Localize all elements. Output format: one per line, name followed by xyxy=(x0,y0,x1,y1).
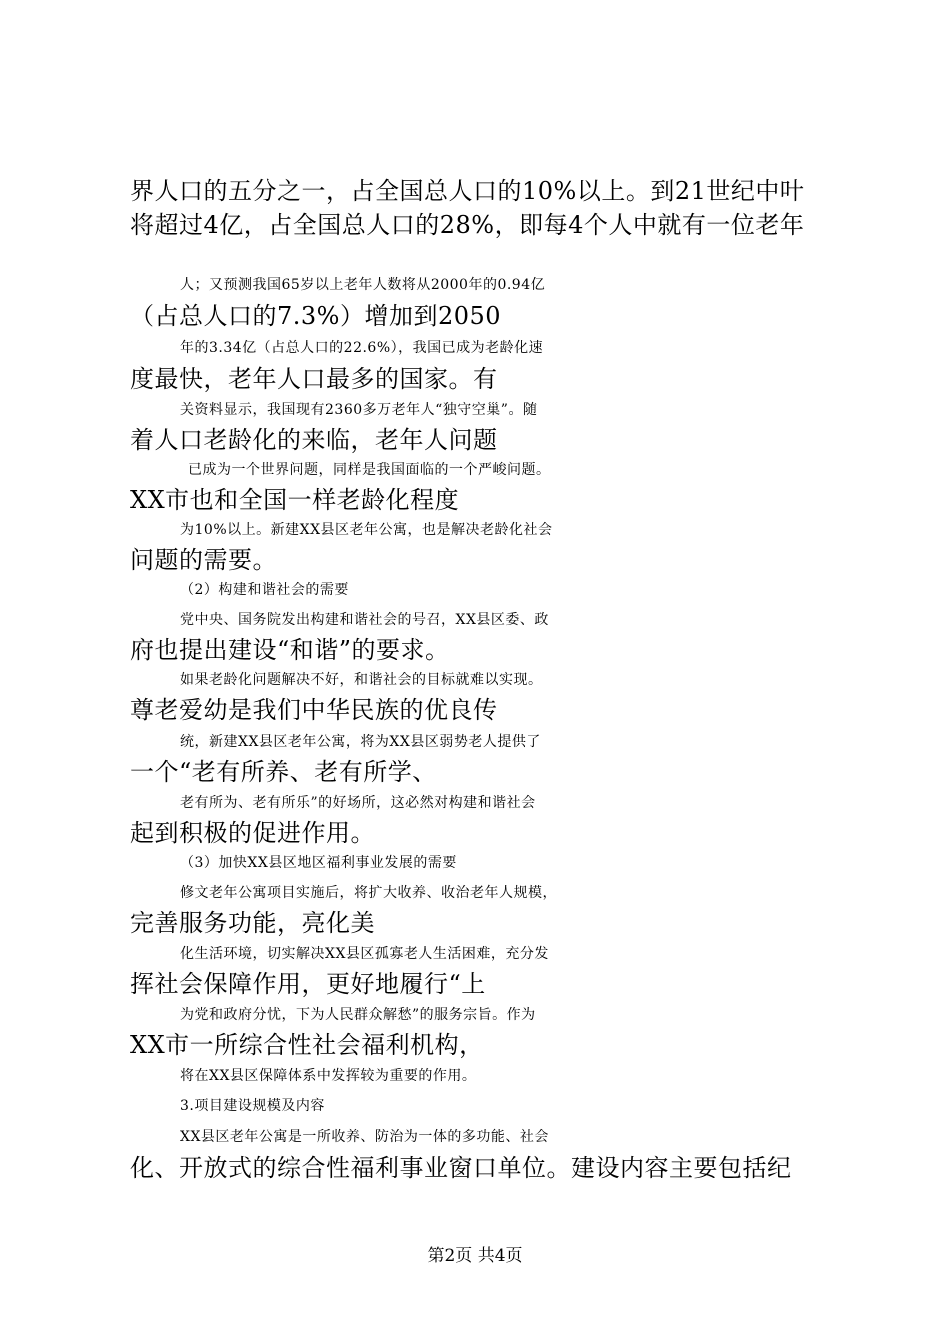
text-line: 人；又预测我国65岁以上老年人数将从2000年的0.94亿 xyxy=(180,277,546,293)
text-line: 起到积极的促进作用。 xyxy=(130,819,375,847)
text-line: XX市一所综合性社会福利机构， xyxy=(130,1031,484,1059)
text-line: （占总人口的7.3%）增加到2050 xyxy=(130,302,502,330)
text-line: 化、开放式的综合性福利事业窗口单位。建设内容主要包括纪 xyxy=(130,1154,792,1182)
text-line: 如果老龄化问题解决不好，和谐社会的目标就难以实现。 xyxy=(180,672,543,688)
text-line: 挥社会保障作用，更好地履行“上 xyxy=(130,970,486,998)
text-line: 为10%以上。新建XX县区老年公寓，也是解决老龄化社会 xyxy=(180,522,553,538)
text-line: 着人口老龄化的来临，老年人问题 xyxy=(130,426,498,454)
text-line: 完善服务功能，亮化美 xyxy=(130,909,375,937)
text-line: 界人口的五分之一，占全国总人口的10%以上。到21世纪中叶 xyxy=(130,177,805,205)
text-line: 关资料显示，我国现有2360多万老年人“独守空巢”。随 xyxy=(180,402,538,418)
text-line: 尊老爱幼是我们中华民族的优良传 xyxy=(130,696,498,724)
page-footer: 第2页 共4页 xyxy=(427,1246,523,1266)
text-line: 为党和政府分忧，下为人民群众解愁”的服务宗旨。作为 xyxy=(180,1007,536,1023)
text-line: 修文老年公寓项目实施后，将扩大收养、收治老年人规模， xyxy=(180,885,557,901)
text-line: 问题的需要。 xyxy=(130,546,277,574)
text-line: 化生活环境，切实解决XX县区孤寡老人生活困难，充分发 xyxy=(180,946,549,962)
text-line: 将超过4亿，占全国总人口的28%，即每4个人中就有一位老年 xyxy=(130,211,805,239)
section-heading: 3.项目建设规模及内容 xyxy=(180,1098,325,1114)
text-line: 一个“老有所养、老有所学、 xyxy=(130,758,437,786)
text-line: 将在XX县区保障体系中发挥较为重要的作用。 xyxy=(180,1068,477,1084)
text-line: 年的3.34亿（占总人口的22.6%），我国已成为老龄化速 xyxy=(180,340,544,356)
section-heading: （2）构建和谐社会的需要 xyxy=(180,582,349,598)
text-line: XX市也和全国一样老龄化程度 xyxy=(130,486,460,514)
text-line: 度最快，老年人口最多的国家。有 xyxy=(130,365,498,393)
section-heading: （3）加快XX县区地区福利事业发展的需要 xyxy=(180,855,457,871)
text-line: 老有所为、老有所乐”的好场所，这必然对构建和谐社会 xyxy=(180,795,536,811)
text-line: 党中央、国务院发出构建和谐社会的号召，XX县区委、政 xyxy=(180,612,549,628)
text-line: 统，新建XX县区老年公寓，将为XX县区弱势老人提供了 xyxy=(180,734,541,750)
text-line: 府也提出建设“和谐”的要求。 xyxy=(130,636,450,664)
text-line: XX县区老年公寓是一所收养、防治为一体的多功能、社会 xyxy=(180,1129,549,1145)
text-line: 已成为一个世界问题，同样是我国面临的一个严峻问题。 xyxy=(188,462,551,478)
